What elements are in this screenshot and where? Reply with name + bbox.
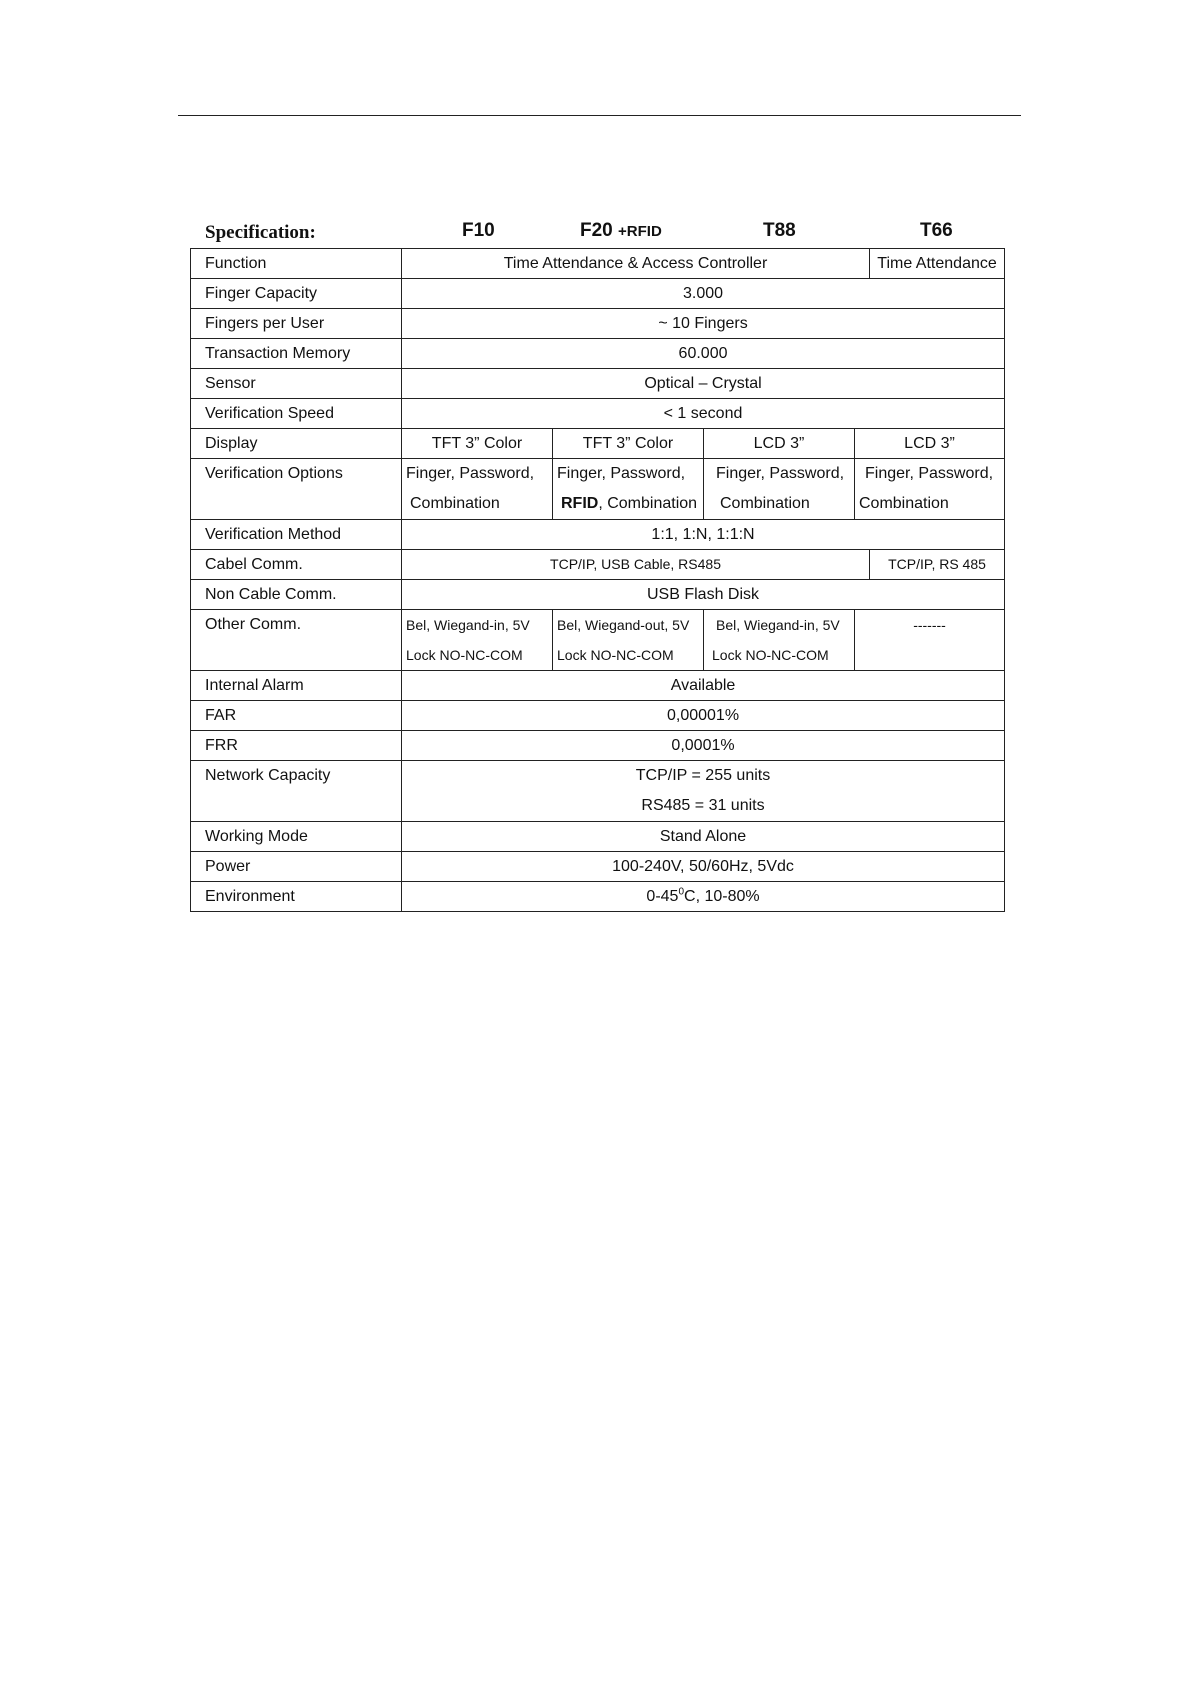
option-line [557, 489, 699, 519]
comm-line: ------- [913, 617, 946, 633]
verification-options-f20 [553, 459, 704, 520]
other-comm-f20 [553, 610, 704, 671]
row-label: Fingers per User [191, 309, 402, 339]
row-display [191, 429, 1005, 459]
option-text: , Combination [598, 495, 698, 512]
capacity-line: TCP/IP = 255 units [635, 767, 771, 784]
verification-method-value: 1:1, 1:N, 1:1:N [402, 520, 1005, 550]
header-rule [178, 115, 1021, 116]
rfid-text: RFID [561, 495, 599, 512]
verification-speed-value: < 1 second [402, 399, 1005, 429]
working-mode-value: Stand Alone [402, 822, 1005, 852]
row-label: Finger Capacity [191, 279, 402, 309]
comm-line: Lock NO-NC-COM [406, 647, 523, 663]
row-function [191, 249, 1005, 279]
row-label: Internal Alarm [191, 671, 402, 701]
comm-line: Lock NO-NC-COM [712, 647, 829, 663]
row-label: Environment [191, 882, 402, 912]
function-value-f10-t88: Time Attendance & Access Controller [402, 249, 870, 279]
row-label: Verification Speed [191, 399, 402, 429]
row-cabel-comm [191, 550, 1005, 580]
other-comm-t66 [855, 610, 1005, 671]
capacity-line: RS485 = 31 units [641, 797, 765, 814]
verification-options-t66 [855, 459, 1005, 520]
frr-value: 0,0001% [402, 731, 1005, 761]
row-working-mode [191, 822, 1005, 852]
option-line: Combination [720, 495, 810, 512]
row-transaction-memory [191, 339, 1005, 369]
row-far [191, 701, 1005, 731]
other-comm-t88 [704, 610, 855, 671]
row-network-capacity [191, 761, 1005, 822]
row-label: Transaction Memory [191, 339, 402, 369]
model-f20-suffix: +RFID [618, 223, 662, 240]
row-power [191, 852, 1005, 882]
option-line: Finger, Password, [406, 465, 535, 482]
finger-capacity-value: 3.000 [402, 279, 1005, 309]
row-label: FRR [191, 731, 402, 761]
row-label: Power [191, 852, 402, 882]
model-f10: F10 [462, 220, 495, 241]
option-line: Finger, Password, [865, 465, 994, 482]
spec-table [190, 248, 1005, 912]
display-f20: TFT 3” Color [553, 429, 704, 459]
row-label: Working Mode [191, 822, 402, 852]
row-label: FAR [191, 701, 402, 731]
cabel-comm-f10-t88: TCP/IP, USB Cable, RS485 [402, 550, 870, 580]
transaction-memory-value: 60.000 [402, 339, 1005, 369]
row-verification-method [191, 520, 1005, 550]
display-t88: LCD 3” [704, 429, 855, 459]
row-internal-alarm [191, 671, 1005, 701]
row-non-cable-comm [191, 580, 1005, 610]
option-line: Finger, Password, [716, 465, 845, 482]
comm-line: Bel, Wiegand-in, 5V [406, 617, 530, 633]
option-line: Finger, Password, [557, 465, 686, 482]
row-label: Function [191, 249, 402, 279]
spec-heading: Specification: [205, 222, 316, 243]
row-label: Other Comm. [191, 610, 402, 671]
model-t88: T88 [763, 220, 796, 241]
comm-line: Bel, Wiegand-in, 5V [716, 617, 840, 633]
row-label: Sensor [191, 369, 402, 399]
row-label: Verification Options [191, 459, 402, 520]
comm-line: Bel, Wiegand-out, 5V [557, 617, 690, 633]
verification-options-f10 [402, 459, 553, 520]
row-frr [191, 731, 1005, 761]
comm-line: Lock NO-NC-COM [557, 647, 674, 663]
row-verification-options [191, 459, 1005, 520]
option-line: Combination [859, 495, 949, 512]
non-cable-comm-value: USB Flash Disk [402, 580, 1005, 610]
power-value: 100-240V, 50/60Hz, 5Vdc [402, 852, 1005, 882]
far-value: 0,00001% [402, 701, 1005, 731]
row-environment [191, 882, 1005, 912]
function-value-t66: Time Attendance [870, 249, 1005, 279]
option-line: Combination [410, 495, 500, 512]
environment-value [402, 882, 1005, 912]
sensor-value: Optical – Crystal [402, 369, 1005, 399]
row-label: Non Cable Comm. [191, 580, 402, 610]
model-t66: T66 [920, 220, 953, 241]
display-f10: TFT 3” Color [402, 429, 553, 459]
row-label: Cabel Comm. [191, 550, 402, 580]
model-f20-name: F20 [580, 220, 613, 241]
row-sensor [191, 369, 1005, 399]
fingers-per-user-value: ~ 10 Fingers [402, 309, 1005, 339]
row-fingers-per-user [191, 309, 1005, 339]
row-label: Network Capacity [191, 761, 402, 822]
row-other-comm [191, 610, 1005, 671]
internal-alarm-value: Available [402, 671, 1005, 701]
row-finger-capacity [191, 279, 1005, 309]
model-f20 [580, 220, 662, 248]
env-degree: 0 [678, 886, 685, 898]
row-verification-speed [191, 399, 1005, 429]
network-capacity-value [402, 761, 1005, 822]
row-label: Display [191, 429, 402, 459]
display-t66: LCD 3” [855, 429, 1005, 459]
row-label: Verification Method [191, 520, 402, 550]
env-temp: 0-45 [646, 888, 679, 905]
cabel-comm-t66: TCP/IP, RS 485 [870, 550, 1005, 580]
other-comm-f10 [402, 610, 553, 671]
verification-options-t88 [704, 459, 855, 520]
env-rest: C, 10-80% [684, 888, 760, 905]
